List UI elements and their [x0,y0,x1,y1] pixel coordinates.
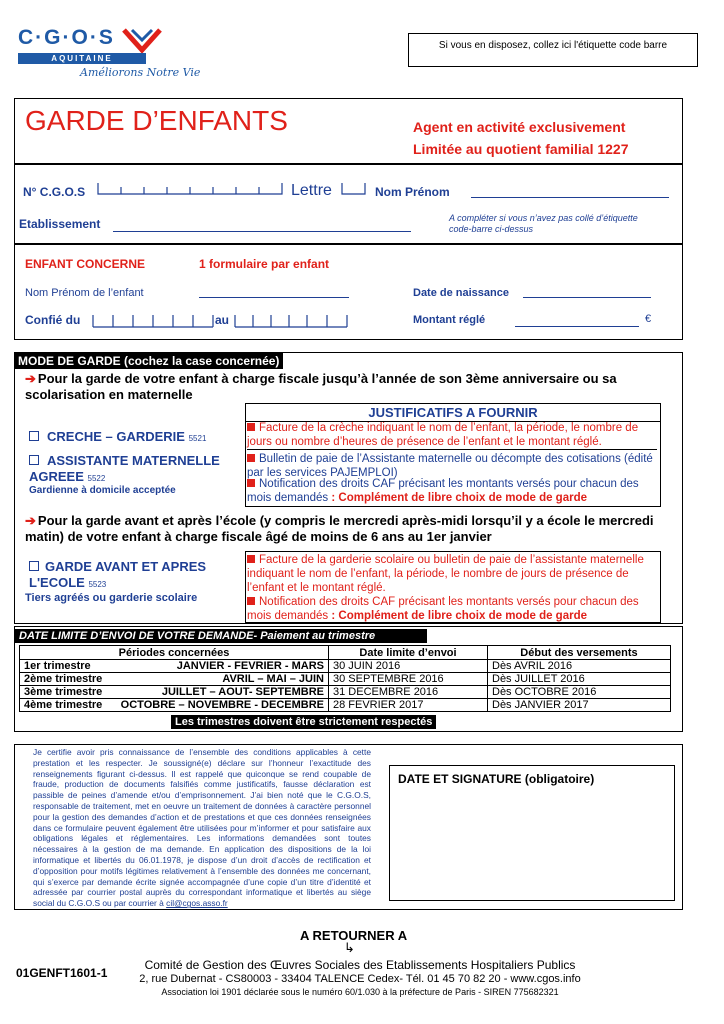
birth-date-field[interactable] [523,297,651,298]
barcode-label-text: Si vous en disposez, collez ici l'étiquette code barre [438,40,668,51]
bullet-square-icon [247,479,255,487]
garde-just1-text: Facture de la garderie scolaire ou bulletin de paie de l’assistante maternelle indiquant le nom de l’enfant, la période, le nombre de jours de présence de l’enfant et le montant réglé. [247,554,644,594]
justificatifs-title: JUSTIFICATIFS A FOURNIR [246,404,660,422]
certification-box [14,744,683,910]
trimestre-label: 4ème trimestre [24,699,103,711]
footer-line1: Comité de Gestion des Œuvres Sociales des Etablissements Hospitaliers Publics [144,958,576,972]
limit-cell: 28 FEVRIER 2017 [329,699,488,712]
garde-just2-text: Notification des droits CAF précisant les montants versés pour chacun des mois demandés [247,596,639,622]
montant-label: Montant réglé [413,314,486,326]
assistante-label: ASSISTANTE MATERNELLE AGREEE [29,453,220,484]
section1-text [25,371,665,403]
limit-cell: 31 DECEMBRE 2016 [329,686,488,699]
bullet-square-icon [247,597,255,605]
footer-line3: Association loi 1901 déclarée sous le numéro 60/1.030 à la préfecture de Paris - SIREN 775682321 [161,987,559,997]
arrow-icon: ➔ [25,371,36,386]
return-arrow-icon: ↳ [344,940,355,955]
identification-box [14,164,683,244]
creche-code: 5521 [188,434,207,443]
logo-region: AQUITAINE [18,53,146,64]
retourner-title: A RETOURNER A [300,928,408,943]
trimestre-label: 1er trimestre [24,660,91,672]
period-cell [20,673,329,686]
start-cell: Dès JANVIER 2017 [488,699,671,712]
assist-just2-text: Notification des droits CAF précisant les montants versés pour chacun des mois demandés [247,478,639,504]
start-cell: Dès JUILLET 2016 [488,673,671,686]
limit-cell: 30 SEPTEMBRE 2016 [329,673,488,686]
trimestre-label: 2ème trimestre [24,673,103,685]
cgos-number-field[interactable] [97,181,283,202]
deadline-title: DATE LIMITE D’ENVOI DE VOTRE DEMANDE- Paiement au trimestre [15,629,427,643]
signature-title: DATE ET SIGNATURE (obligatoire) [398,772,595,786]
header-line2: Limitée au quotient familial 1227 [413,141,629,157]
logo-brand: C·G·O·S [18,26,115,49]
deadline-footer: Les trimestres doivent être strictement respectés [171,715,436,729]
section2-text [25,513,665,545]
table-row [20,699,671,712]
header-line1: Agent en activité exclusivement [413,119,626,135]
page-title: GARDE D’ENFANTS [25,105,288,136]
period-cell [20,686,329,699]
period-cell [20,699,329,712]
trimestre-label: 3ème trimestre [24,686,103,698]
lettre-label: Lettre [291,182,332,199]
creche-checkbox[interactable] [29,431,39,441]
months-label: JANVIER - FEVRIER - MARS [176,660,324,672]
enfant-box [14,244,683,340]
table-row [20,673,671,686]
enfant-title: ENFANT CONCERNE [25,257,146,271]
garde-code: 5523 [88,580,107,589]
period-cell [20,660,329,673]
au-label: au [215,313,230,327]
header-box [14,98,683,164]
assistante-justificatif-1 [247,449,657,480]
garde-justificatif-2 [247,595,657,623]
assistante-checkbox[interactable] [29,455,39,465]
confie-to-field[interactable] [233,313,349,334]
confie-label: Confié du [25,313,81,327]
bullet-square-icon [247,423,255,431]
creche-justificatif [247,421,657,449]
deadline-header: Périodes concernées [20,646,329,660]
start-cell: Dès OCTOBRE 2016 [488,686,671,699]
garde-justificatif-1 [247,553,657,595]
child-name-label: Nom Prénom de l’enfant [25,287,144,299]
deadline-box [14,626,683,732]
etablissement-label: Etablissement [19,217,101,231]
months-label: JUILLET – AOUT- SEPTEMBRE [161,686,324,698]
certification-text [33,747,371,909]
etablissement-field[interactable] [113,231,411,232]
table-row [20,660,671,673]
form-code: 01GENFT1601-1 [16,966,108,980]
creche-label: CRECHE – GARDERIE [47,429,185,444]
assist-just2b-text: : Complément de libre choix de mode de garde [331,492,587,504]
deadline-header: Début des versements [488,646,671,660]
assistante-sub: Gardienne à domicile acceptée [29,485,176,496]
footer-line2: 2, rue Dubernat - CS80003 - 33404 TALENCE Cedex- Tél. 01 45 70 82 20 - www.cgos.info [139,973,581,985]
creche-option[interactable] [29,429,206,444]
logo-tagline: Améliorons Notre Vie [80,66,201,79]
signature-box[interactable] [389,765,675,901]
section2-label: Pour la garde avant et après l’école (y compris le mercredi après-midi lorsqu’il y a école le mercredi matin) de votre enfant à charge fiscale âgé de moins de 6 ans au 1er janvier [25,513,654,544]
garde-option[interactable] [29,559,239,593]
lettre-field[interactable] [341,181,367,202]
months-label: AVRIL – MAI – JUIN [222,673,324,685]
start-cell: Dès AVRIL 2016 [488,660,671,673]
nom-prenom-label: Nom Prénom [375,185,450,199]
assistante-option[interactable] [29,453,239,487]
garde-sub: Tiers agréés ou garderie scolaire [25,592,198,604]
certification-body: Je certifie avoir pris connaissance de l’ensemble des conditions applicables à cette prestation et les respecter. Je soussigné(e) déclare sur l’honneur l’exactitude des renseignements figurant ci-dessus. Il est rappelé que quiconque se rend coupable de fraude, production de documents falsifiés comme justificatifs, fausse déclaration est passible de peines d’amende et/ou d’emprisonnement. J’ai bien noté que le C.G.O.S, responsable de traitement, met en oeuvre un traitement de données à caractère personnel pour la gestion des demandes d’action et de prestations et que ces données renseignées dans ce formulaire peuvent également être utilisées pour m’informer et pour satisfaire aux obligations légales et réglementaires. Les informations demandées sont toutes nécessaires à la gestion de ma demande. En application des dispositions de la loi informatique et libertés du 06.01.1978, je dispose d’un droit d’accès de rectification et d’opposition pour motifs légitimes relativement à l’ensemble des données me concernant, qui s’exerce par demande écrite signée accompagnée d’une copie d’un titre d’identité et adressée par courrier postal auprès du correspondant informatique et libertés au siège social du C.G.O.S ou par courrier à [33,747,371,909]
cil-email-link[interactable]: cil@cgos.asso.fr [166,898,228,909]
garde-checkbox[interactable] [29,561,39,571]
birth-date-label: Date de naissance [413,287,509,299]
montant-field[interactable] [515,326,639,327]
deadline-header-row [20,646,671,660]
assist-just1-text: Bulletin de paie de l’Assistante maternelle ou décompte des cotisations (édité par les services PAJEMPLOI) [247,453,653,479]
arrow-icon: ➔ [25,513,36,528]
assistante-code: 5522 [87,474,106,483]
child-name-field[interactable] [199,297,349,298]
assistante-justificatif-2 [247,477,657,505]
garde-just2b-text: : Complément de libre choix de mode de garde [331,610,587,622]
bullet-square-icon [247,454,255,462]
logo [18,26,201,86]
deadline-table [19,645,671,712]
limit-cell: 30 JUIN 2016 [329,660,488,673]
section1-label: Pour la garde de votre enfant à charge fiscale jusqu’à l’année de son 3ème anniversaire ou sa scolarisation en maternelle [25,371,617,402]
table-row [20,686,671,699]
mode-title: MODE DE GARDE (cochez la case concernée) [14,353,283,369]
confie-from-field[interactable] [91,313,215,334]
bullet-square-icon [247,555,255,563]
nom-prenom-field[interactable] [471,197,669,198]
mode-garde-box [14,352,683,624]
months-label: OCTOBRE – NOVEMBRE - DECEMBRE [120,699,324,711]
ident-note: A compléter si vous n’avez pas collé d’étiquette code-barre ci-dessus [449,213,638,234]
euro-sign: € [645,313,652,325]
enfant-subtitle: 1 formulaire par enfant [199,257,330,271]
garde-label: GARDE AVANT ET APRES L'ECOLE [29,559,207,590]
deadline-header: Date limite d’envoi [329,646,488,660]
barcode-label-box[interactable] [408,33,698,67]
cgos-number-label: N° C.G.O.S [23,185,86,199]
creche-just-text: Facture de la crèche indiquant le nom de l’enfant, la période, le nombre de jours ou nombre d’heures de présence de l’enfant et le montant réglé. [247,422,639,448]
